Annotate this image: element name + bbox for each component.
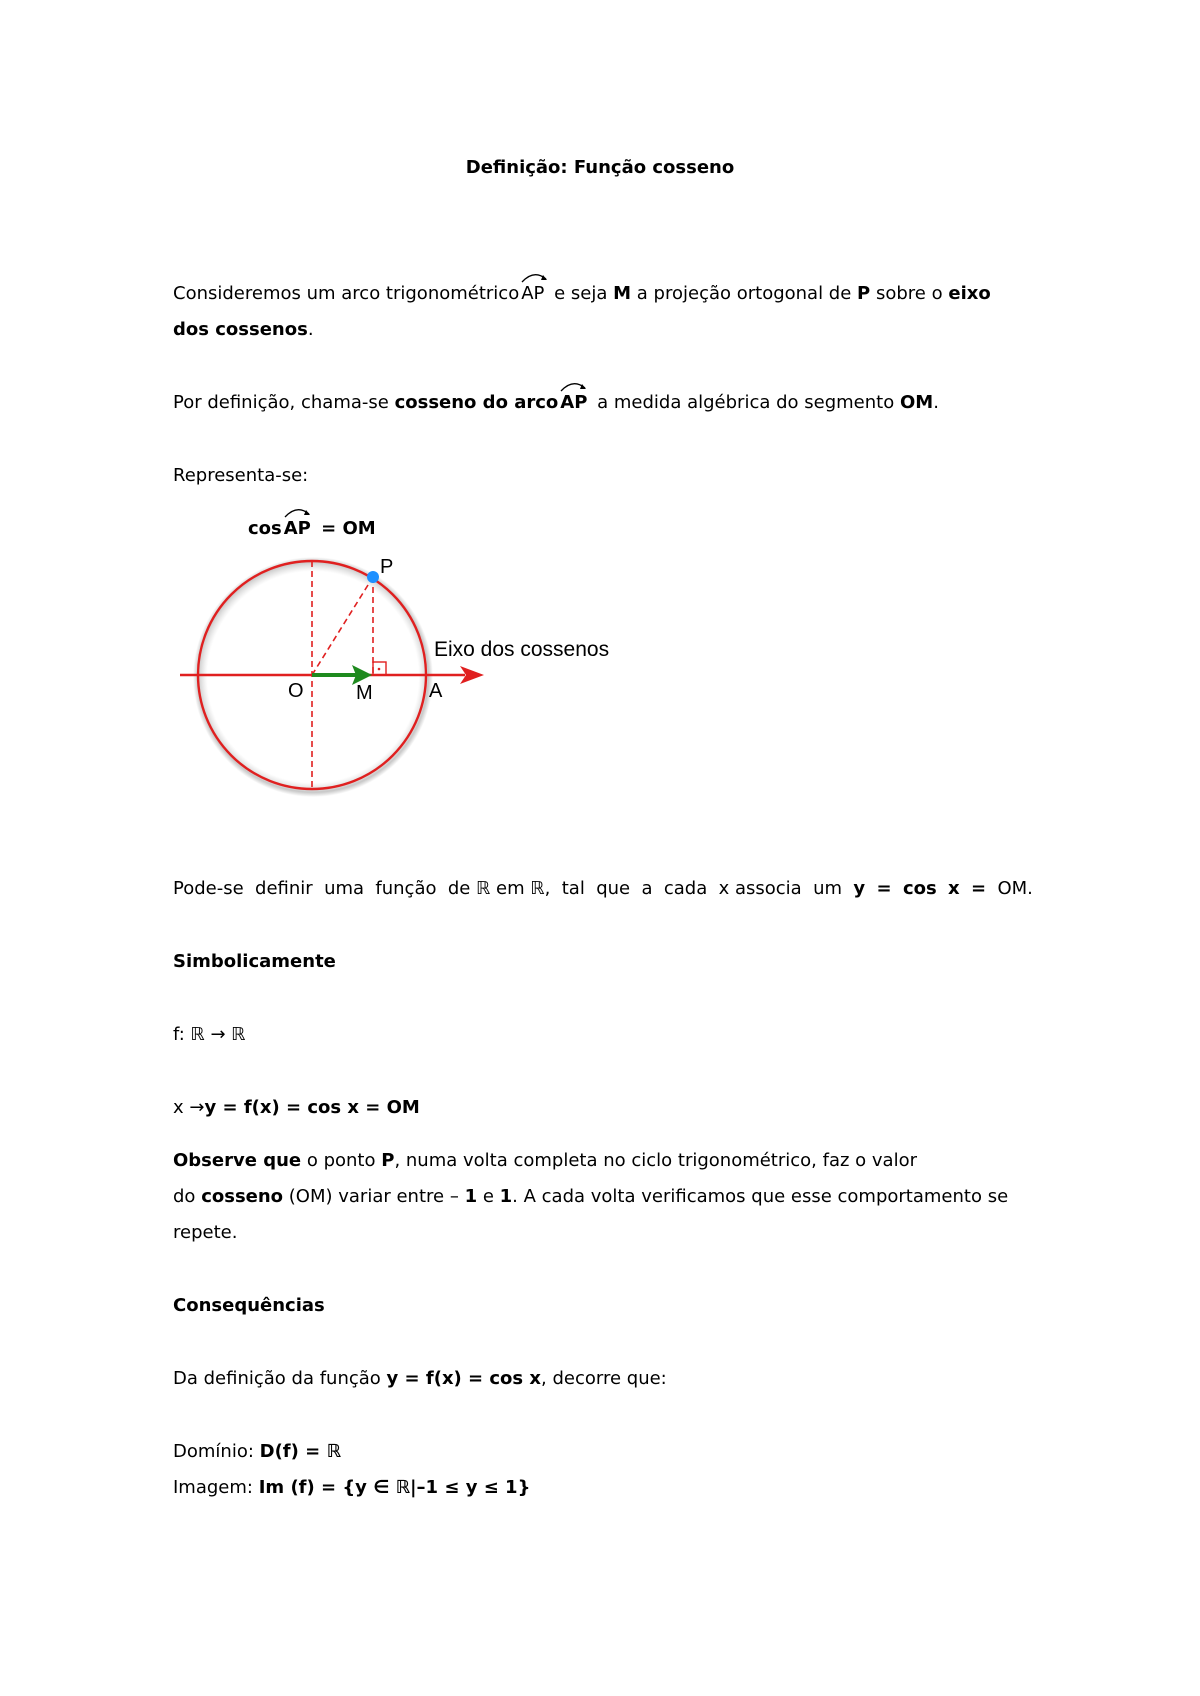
point-m: M (613, 283, 632, 304)
function-mapping: f: ℝ → ℝ (173, 1024, 246, 1045)
paragraph-1-line-1 (173, 283, 991, 305)
arc-ap (560, 392, 587, 414)
paragraph-2 (173, 392, 939, 414)
word: x (948, 878, 960, 899)
label-p: P (380, 556, 394, 578)
page-title: Definição: Função cosseno (465, 157, 735, 178)
word: uma (324, 878, 365, 899)
arc-label: AP (521, 283, 545, 304)
dominio-value: D(f) = ℝ (259, 1441, 341, 1462)
value-one: 1 (499, 1186, 513, 1207)
value-minus-one: 1 (464, 1186, 478, 1207)
paragraph-1-line-2 (173, 319, 314, 341)
text: Da definição da função (173, 1368, 381, 1389)
arc-icon (283, 504, 311, 518)
arc-label: AP (283, 518, 311, 539)
word: = (971, 878, 987, 899)
formula-cos-ap (248, 518, 376, 540)
heading-consequencias: Consequências (173, 1295, 325, 1316)
word: cada (663, 878, 708, 899)
observe-bold: Observe que (173, 1150, 302, 1171)
x-mapping (173, 1097, 420, 1119)
observe-line-2 (173, 1186, 1008, 1208)
text: . (307, 319, 314, 340)
unit-circle-figure (170, 545, 640, 800)
arc-icon (559, 378, 587, 392)
text: cos (248, 518, 282, 539)
word: y (853, 878, 866, 899)
arc-icon (520, 269, 548, 283)
word: definir (255, 878, 313, 899)
text: e (482, 1186, 494, 1207)
observe-line-1 (173, 1150, 917, 1172)
paragraph-3: Representa-se: (173, 465, 309, 486)
imagem-line (173, 1477, 530, 1499)
eixo-bold: eixo (948, 283, 991, 304)
word: cos (902, 878, 937, 899)
dominio-label: Domínio: (173, 1441, 254, 1462)
text: Consideremos um arco trigonométrico (173, 283, 520, 304)
text: . A cada volta verificamos que esse comportamento se (512, 1186, 1009, 1207)
word: OM. (997, 878, 1033, 899)
dominio-line (173, 1441, 341, 1463)
text: o ponto (306, 1150, 376, 1171)
text: a projeção ortogonal de (636, 283, 852, 304)
right-angle-dot (378, 668, 381, 671)
imagem-label: Imagem: (173, 1477, 253, 1498)
text: a medida algébrica do segmento (597, 392, 895, 413)
label-m: M (356, 682, 373, 704)
text: Por definição, chama-se (173, 392, 389, 413)
x-mapping-bold: y = f(x) = cos x = OM (204, 1097, 420, 1118)
word: Pode-se (173, 878, 244, 899)
label-a: A (429, 680, 443, 702)
axis-label: Eixo dos cossenos (434, 638, 610, 661)
word: que (596, 878, 631, 899)
word: de ℝ em ℝ, (447, 878, 551, 899)
word: = (876, 878, 892, 899)
arc-label: AP (560, 392, 588, 413)
word: tal (561, 878, 585, 899)
text: . (933, 392, 939, 413)
word: função (375, 878, 437, 899)
word: x associa (718, 878, 802, 899)
label-o: O (288, 680, 304, 702)
imagem-value: Im (f) = {y ∈ ℝ|–1 ≤ y ≤ 1} (258, 1477, 531, 1498)
heading-simbolicamente: Simbolicamente (173, 951, 336, 972)
decorre-bold: y = f(x) = cos x (386, 1368, 542, 1389)
decorre-line (173, 1368, 667, 1390)
point-p-marker (367, 571, 379, 583)
cosseno-do-arco-bold: cosseno do arco (394, 392, 559, 413)
text: x → (173, 1097, 205, 1118)
cosseno-bold: cosseno (201, 1186, 284, 1207)
word: um (813, 878, 843, 899)
dos-cossenos-bold: dos cossenos (173, 319, 308, 340)
arc-ap (521, 283, 544, 305)
text: , numa volta completa no ciclo trigonométrico, faz o valor (394, 1150, 917, 1171)
text: , decorre que: (541, 1368, 667, 1389)
word: a (641, 878, 653, 899)
segment-om: OM (899, 392, 934, 413)
text: do (173, 1186, 196, 1207)
text: sobre o (875, 283, 943, 304)
observe-line-3: repete. (173, 1222, 238, 1243)
text: e seja (554, 283, 608, 304)
point-p: P (381, 1150, 395, 1171)
arc-ap (284, 518, 311, 540)
text: = OM (321, 518, 376, 539)
point-p: P (857, 283, 871, 304)
text: (OM) variar entre – (288, 1186, 459, 1207)
paragraph-4 (173, 878, 1033, 900)
